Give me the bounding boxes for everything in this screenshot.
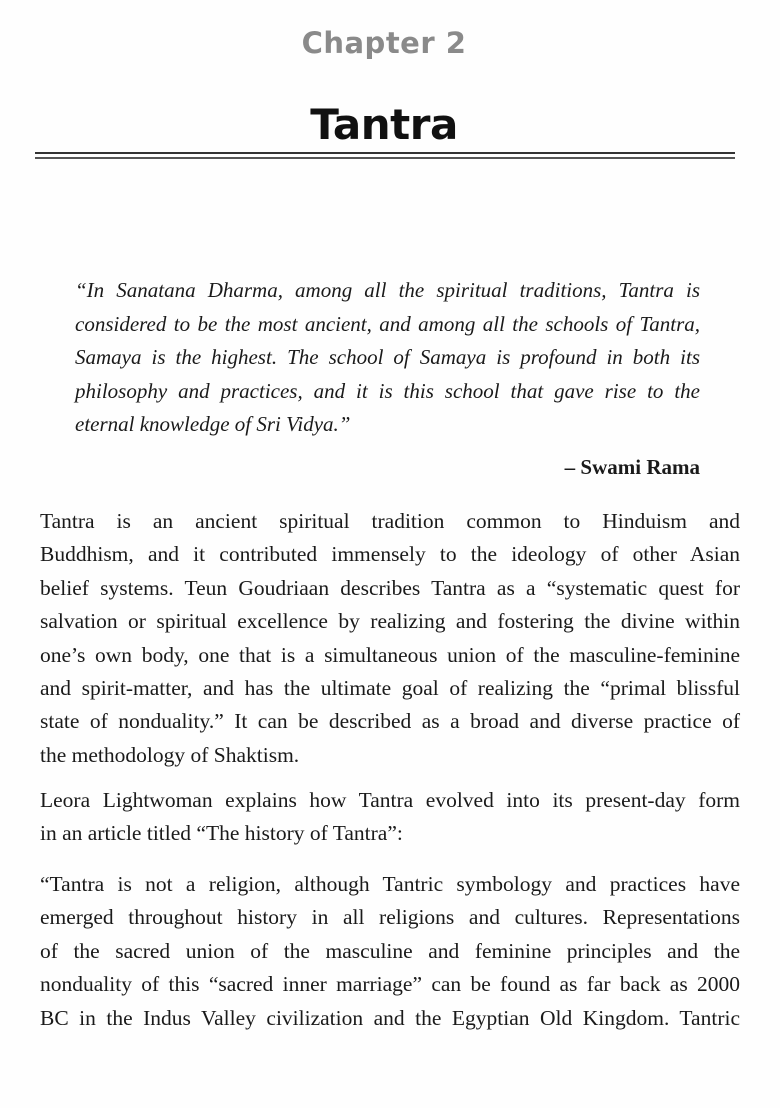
- paragraph-line: Leora Lightwoman explains how Tantra evolved into its present-day form: [40, 788, 740, 812]
- epigraph-attribution: – Swami Rama: [564, 455, 700, 479]
- paragraph-line: in an article titled “The history of Tantra”:: [40, 821, 403, 846]
- paragraph-line: Tantra is an ancient spiritual tradition common to Hinduism and: [40, 509, 740, 533]
- title-rule-bottom: [35, 157, 735, 159]
- paragraph-line: emerged throughout history in all religions and cultures. Representations: [40, 905, 740, 930]
- title-rule-top: [35, 152, 735, 154]
- paragraph-line: salvation or spiritual excellence by realizing and fostering the divine within: [40, 609, 740, 634]
- paragraph: [40, 505, 740, 772]
- paragraph-line: of the sacred union of the masculine and feminine principles and the: [40, 938, 740, 963]
- epigraph-quote: [75, 274, 700, 442]
- epigraph-line: philosophy and practices, and it is this school that gave rise to the: [75, 378, 700, 403]
- chapter-label: Chapter 2: [301, 26, 467, 60]
- epigraph-line: eternal knowledge of Sri Vidya.”: [75, 412, 351, 436]
- epigraph-line: considered to be the most ancient, and among all the schools of Tantra,: [75, 311, 700, 336]
- epigraph-line: Samaya is the highest. The school of Samaya is profound in both its: [75, 345, 700, 369]
- paragraph-line: the methodology of Shaktism.: [40, 742, 300, 767]
- paragraph-line: nonduality of this “sacred inner marriage” can be found as far back as 2000: [40, 972, 740, 997]
- chapter-title: Tantra: [310, 100, 458, 149]
- paragraph-line: BC in the Indus Valley civilization and the Egyptian Old Kingdom. Tantric: [40, 1005, 740, 1030]
- epigraph-line: “In Sanatana Dharma, among all the spiritual traditions, Tantra is: [75, 278, 700, 302]
- paragraph-line: “Tantra is not a religion, although Tantric symbology and practices have: [40, 872, 740, 896]
- paragraph-line: state of nonduality.” It can be described as a broad and diverse practice of: [40, 709, 740, 734]
- paragraph: [40, 868, 740, 1035]
- paragraph-line: and spirit-matter, and has the ultimate goal of realizing the “primal blissful: [40, 676, 740, 701]
- paragraph-line: Buddhism, and it contributed immensely to the ideology of other Asian: [40, 542, 740, 567]
- paragraph-line: one’s own body, one that is a simultaneous union of the masculine-feminine: [40, 642, 740, 667]
- paragraph-line: belief systems. Teun Goudriaan describes Tantra as a “systematic quest for: [40, 575, 740, 600]
- paragraph: [40, 784, 740, 851]
